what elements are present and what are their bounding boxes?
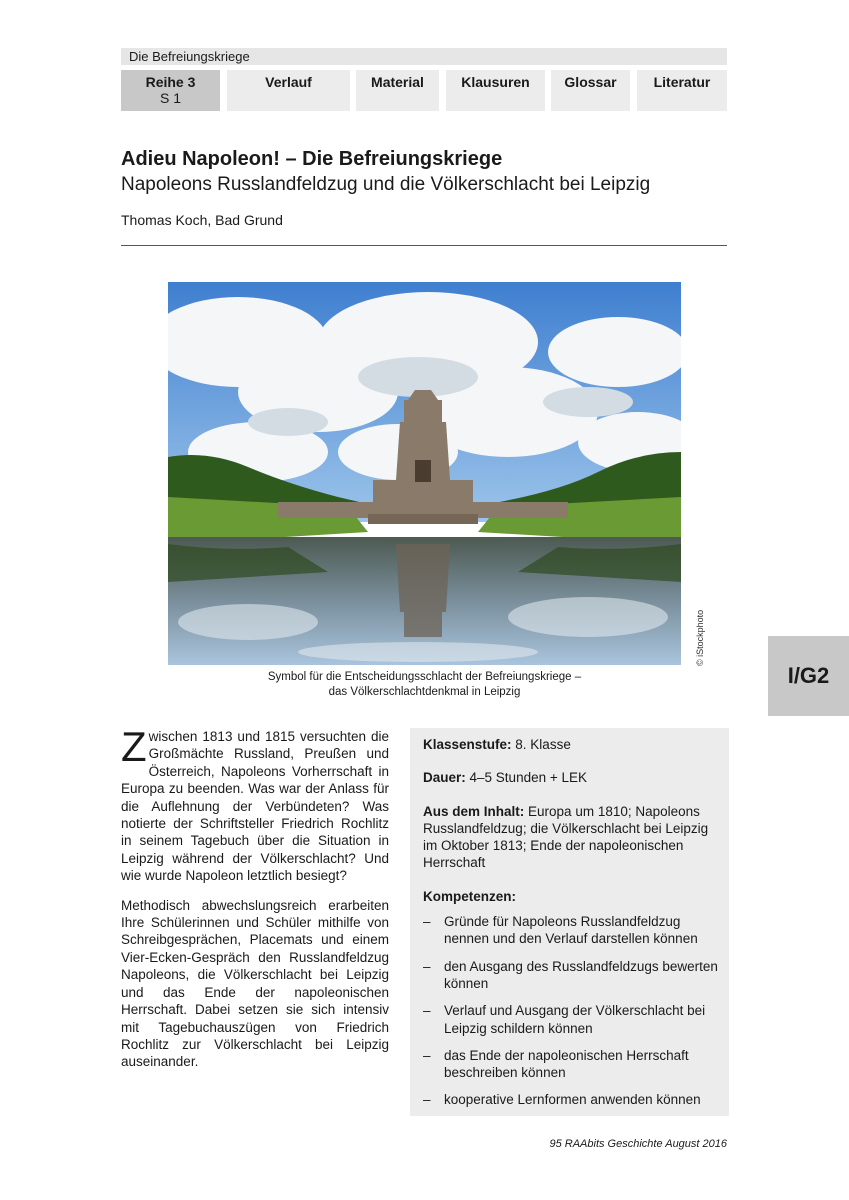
photo-caption [168, 670, 681, 700]
dash-bullet: – [423, 1047, 431, 1063]
list-item [423, 958, 721, 993]
inhalt-value: Europa um 1810; Napoleons Russlandfeldzug; die Völkerschlacht bei Leipzig im Oktober 1813; Ende der napoleonischen Herrschaft [423, 803, 709, 871]
dash-bullet: – [423, 958, 431, 974]
dash-bullet: – [423, 914, 431, 930]
nav-tab-material[interactable]: Material [356, 70, 439, 111]
klassenstufe-value: 8. Klasse [515, 737, 571, 752]
dauer-value: 4–5 Stunden + LEK [469, 770, 588, 786]
kompetenzen-label: Kompetenzen: [423, 888, 517, 904]
list-item-text: Verlauf und Ausgang der Völkerschlacht bei Leipzig schildern können [444, 1003, 706, 1036]
monument-photo [168, 282, 681, 665]
inhalt-label: Aus dem Inhalt: [423, 803, 525, 819]
list-item [423, 1002, 721, 1037]
title-divider [121, 245, 727, 246]
info-box [410, 728, 729, 1116]
intro-paragraph-1 [121, 723, 389, 885]
list-item-text: kooperative Lernformen anwenden können [444, 1092, 701, 1108]
klassenstufe [423, 736, 721, 753]
drop-cap: Z [121, 723, 147, 770]
dauer [423, 769, 721, 786]
photo-credit [682, 596, 705, 666]
nav-tab-reihe-sub: S 1 [159, 90, 181, 106]
dauer-label: Dauer: [423, 770, 466, 786]
page-subtitle: Napoleons Russlandfeldzug und die Völkerschlacht bei Leipzig [121, 174, 651, 195]
kompetenzen-list [423, 913, 721, 1109]
page-title: Adieu Napoleon! – Die Befreiungskriege [121, 148, 503, 170]
caption-line-2: das Völkerschlachtdenkmal in Leipzig [328, 686, 521, 698]
list-item [423, 1091, 721, 1108]
dash-bullet: – [423, 1003, 431, 1019]
nav-tab-verlauf[interactable]: Verlauf [227, 70, 350, 111]
series-header: Die Befreiungskriege [121, 48, 727, 65]
list-item-text: das Ende der napoleonischen Herrschaft beschreiben können [444, 1047, 689, 1081]
nav-tab-literatur[interactable]: Literatur [637, 70, 727, 111]
inhalt [423, 803, 721, 872]
nav-tab-reihe[interactable] [121, 70, 220, 111]
caption-line-1: Symbol für die Entscheidungsschlacht der Befreiungskriege – [267, 671, 582, 683]
nav-tab-glossar[interactable]: Glossar [551, 70, 630, 111]
nav-tab-klausuren[interactable]: Klausuren [446, 70, 545, 111]
page-footer: 95 RAAbits Geschichte August 2016 [549, 1138, 727, 1150]
nav-tab-reihe-label: Reihe 3 [145, 74, 196, 90]
intro-text [121, 723, 389, 1083]
list-item [423, 913, 721, 948]
author: Thomas Koch, Bad Grund [121, 212, 283, 228]
list-item [423, 1047, 721, 1082]
list-item-text: Gründe für Napoleons Russlandfeldzug nennen und den Verlauf darstellen können [444, 914, 698, 947]
klassenstufe-label: Klassenstufe: [423, 737, 512, 752]
list-item-text: den Ausgang des Russlandfeldzugs bewerten können [444, 958, 718, 991]
intro-paragraph-1-text: wischen 1813 und 1815 versuchten die Großmächte Russland, Preußen und Österreich, Napoleons Vorherrschaft in Europa zu beenden. Was war der Anlass für die Auflehnung der Verbündeten? Was notierte der Schriftsteller Friedrich Rochlitz in seinem Tagebuch über die Situation in Leipzig während der Völkerschlacht? Und wie wurde Napoleon letztlich besiegt? [121, 729, 389, 884]
dash-bullet: – [423, 1092, 431, 1108]
photo-credit-text: © iStockphoto [695, 609, 705, 666]
intro-paragraph-2: Methodisch abwechslungsreich erarbeiten Ihre Schülerinnen und Schüler mithilfe von Schreibgesprächen, Placemats und einem Vier-Ecken-Gespräch den Russlandfeldzug Napoleons, die Völkerschlacht bei Leipzig und das Ende der napoleonischen Herrschaft. Dabei setzen sie sich intensiv mit Tagebuchauszügen von Friedrich Rochlitz zur Völkerschlacht bei Leipzig auseinander. [121, 897, 389, 1070]
section-tab: I/G2 [768, 636, 849, 716]
kompetenzen [423, 888, 721, 1109]
